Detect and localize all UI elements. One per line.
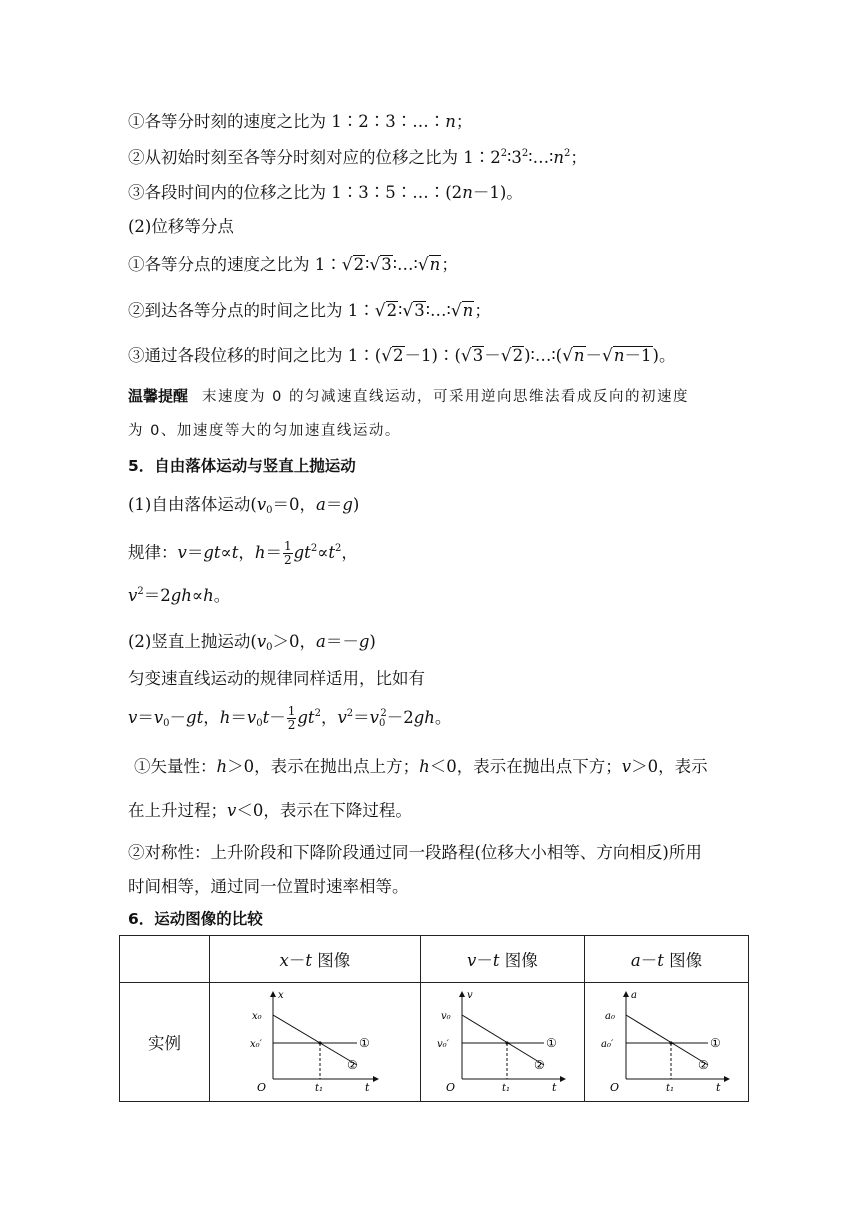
motion-graph-table — [119, 935, 749, 1102]
free-fall-rule: 规律：v＝gt∝t，h＝ $\frac{1}{2}$ $gt^2\propto t^2$， — [128, 539, 358, 567]
vt-axis-y: v — [467, 990, 474, 1001]
at-origin: O — [610, 1081, 620, 1094]
vt-graph — [432, 985, 572, 1095]
ratio-velocity-time: ①各等分时刻的速度之比为 1∶2∶3∶…∶n； — [128, 112, 473, 131]
header-vt: v－t 图像 — [420, 936, 584, 983]
xt-t1: t₁ — [314, 1083, 323, 1094]
vt-y0: v₀ — [441, 1011, 452, 1022]
section-6-title: 6．运动图像的比较 — [128, 910, 263, 928]
xt-y0: x₀ — [251, 1011, 262, 1022]
vertical-throw-formulas: $v=v_0-gt$，$h=v_0t-$ $\frac{1}{2}$ $gt^2$，$v^2=v_0^2-2gh$。 — [128, 704, 452, 732]
vector-property-line-1: ①矢量性：h＞0，表示在抛出点上方；h＜0，表示在抛出点下方；v＞0，表示 — [134, 757, 708, 776]
vt-line2: ② — [534, 1058, 546, 1072]
symmetry-line-1: ②对称性：上升阶段和下降阶段通过同一段路程(位移大小相等、方向相反)所用 — [128, 843, 702, 862]
at-t1: t₁ — [666, 1083, 675, 1094]
vt-t1: t₁ — [502, 1083, 511, 1094]
tip-block — [128, 385, 689, 408]
at-graph — [596, 985, 736, 1095]
section-5-title: 5．自由落体运动与竖直上抛运动 — [128, 457, 356, 475]
vt-line1: ① — [546, 1036, 558, 1050]
ratio-displacement-cumulative: ②从初始时刻至各等分时刻对应的位移之比为 $1∶2^2∶3^2∶\dots∶n^2$； — [128, 148, 587, 167]
tip-line-1: 末速度为 0 的匀减速直线运动，可采用逆向思维法看成反向的初速度 — [202, 389, 689, 405]
at-y0p: a₀′ — [601, 1039, 614, 1050]
ratio-displacement-segments: ③各段时间内的位移之比为 1∶3∶5∶…∶(2n－1)。 — [128, 183, 523, 202]
row-label-example: 实例 — [120, 983, 210, 1102]
ratio-velocity-points: ①各等分点的速度之比为 1∶√2∶√3∶…∶√n； — [128, 255, 458, 275]
free-fall-heading: (1)自由落体运动($v_0=0$，a＝g) — [128, 495, 360, 516]
at-t: t — [716, 1081, 721, 1094]
free-fall-rule-2: $v^2=2gh\propto h$。 — [128, 586, 231, 605]
symmetry-line-2: 时间相等，通过同一位置时速率相等。 — [128, 877, 409, 896]
at-line1: ① — [710, 1036, 722, 1050]
at-axis-y: a — [631, 990, 638, 1001]
table-corner-cell — [120, 936, 210, 983]
xt-line1: ① — [358, 1036, 370, 1050]
vertical-throw-heading: (2)竖直上抛运动($v_0>0$，a＝－g) — [128, 632, 376, 653]
vt-y0p: v₀′ — [437, 1039, 450, 1050]
cell-vt-graph — [420, 983, 584, 1102]
at-y0: a₀ — [605, 1011, 616, 1022]
vt-t: t — [552, 1081, 557, 1094]
at-line2: ② — [698, 1058, 710, 1072]
subheading-displacement-division: (2)位移等分点 — [128, 217, 234, 236]
tip-heading: 温馨提醒 — [128, 387, 189, 405]
xt-y0p: x₀′ — [249, 1039, 262, 1050]
general-rule-text: 匀变速直线运动的规律同样适用，比如有 — [128, 669, 425, 688]
xt-line2: ② — [346, 1058, 358, 1072]
vector-property-line-2: 在上升过程；v＜0，表示在下降过程。 — [128, 801, 412, 820]
header-at: a－t 图像 — [584, 936, 748, 983]
ratio-time-points: ②到达各等分点的时间之比为 1∶√2∶√3∶…∶√n； — [128, 301, 491, 321]
cell-at-graph — [584, 983, 748, 1102]
xt-t: t — [364, 1081, 370, 1094]
header-xt: x－t 图像 — [209, 936, 420, 983]
ratio-time-segments: ③通过各段位移的时间之比为 1∶(√2－1)∶(√3－√2)∶…∶(√n－√n－1)。 — [128, 346, 676, 366]
tip-line-2: 为 0、加速度等大的匀加速直线运动。 — [128, 423, 401, 439]
xt-graph — [245, 985, 385, 1095]
xt-axis-y: x — [277, 990, 284, 1001]
xt-origin: O — [256, 1081, 266, 1094]
cell-xt-graph — [209, 983, 420, 1102]
vt-origin: O — [446, 1081, 456, 1094]
